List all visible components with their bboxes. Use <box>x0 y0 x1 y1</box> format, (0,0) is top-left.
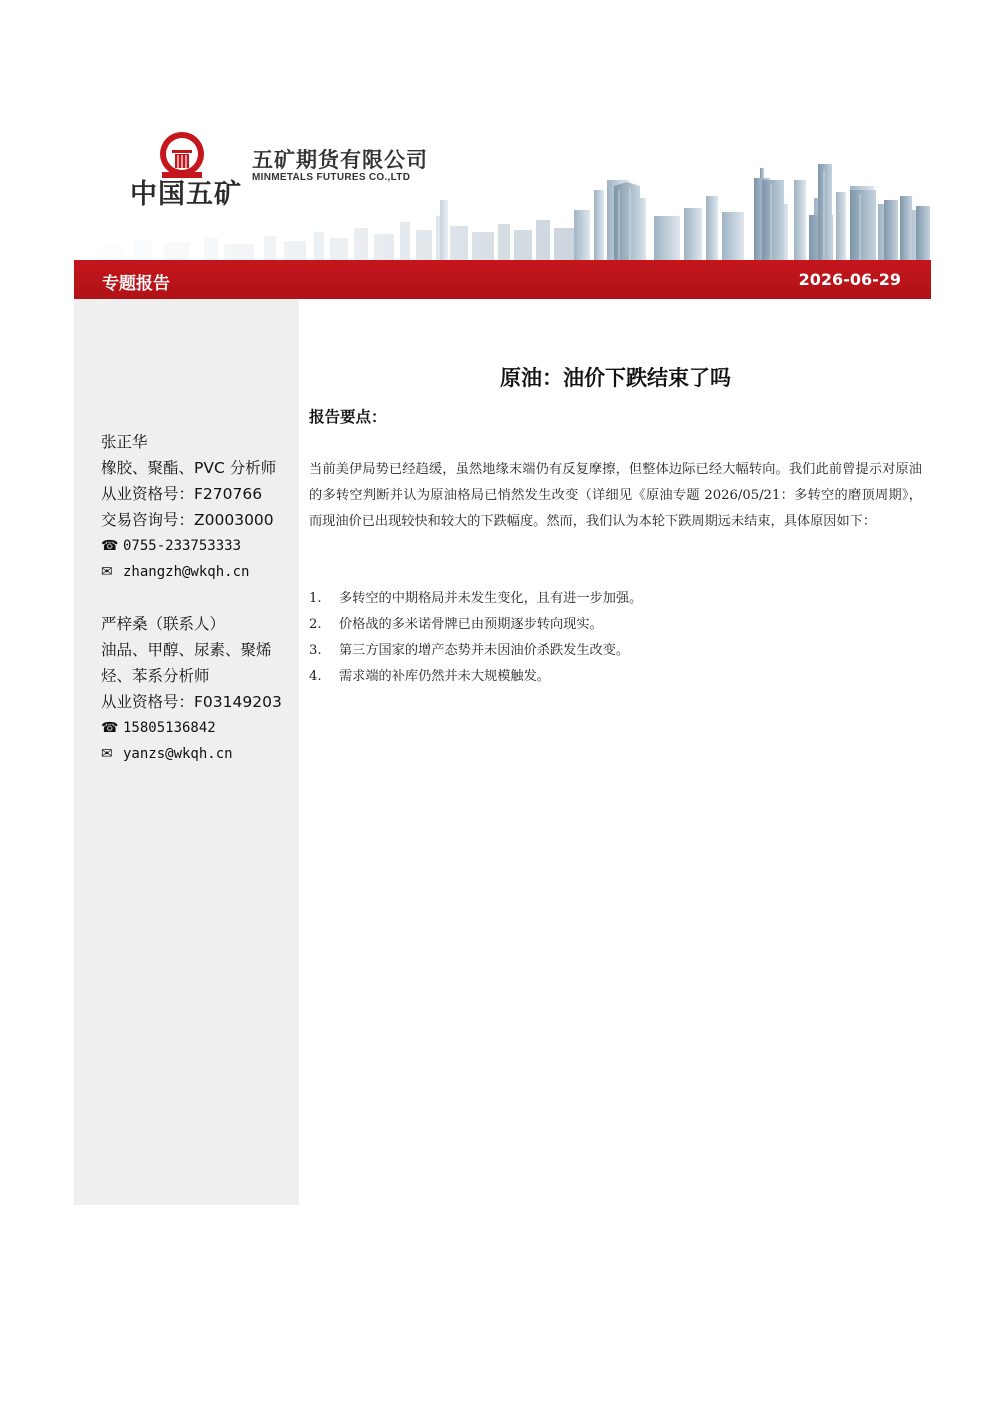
list-item-number: 4. <box>309 669 322 684</box>
author-email-row[interactable] <box>101 559 276 585</box>
author-phone: 0755-233753333 <box>123 538 242 554</box>
list-item-text: 需求端的补库仍然并未大规模触发。 <box>339 669 550 684</box>
report-date: 2026-06-29 <box>798 270 901 289</box>
report-type-bar <box>74 260 931 299</box>
author-email[interactable]: zhangzh@wkqh.cn <box>123 564 250 580</box>
report-title: 原油：油价下跌结束了吗 <box>500 366 731 390</box>
author-name: 张正华 <box>101 433 148 451</box>
phone-icon: ☎ <box>101 720 119 736</box>
list-item-text: 价格战的多米诺骨牌已由预期逐步转向现实。 <box>339 617 603 632</box>
envelope-icon: ✉ <box>101 564 113 580</box>
author-email[interactable]: yanzs@wkqh.cn <box>123 746 233 762</box>
author-card <box>101 429 276 585</box>
author-qualification: 从业资格号：F270766 <box>101 485 263 503</box>
author-sidebar <box>74 299 299 1205</box>
list-item-text: 第三方国家的增产态势并未因油价杀跌发生改变。 <box>339 643 630 658</box>
key-points-list <box>309 586 922 690</box>
list-item-text: 多转空的中期格局并未发生变化，且有进一步加强。 <box>339 591 643 606</box>
author-email-row[interactable] <box>101 741 282 767</box>
author-role-cont: 烃、苯系分析师 <box>101 667 210 685</box>
author-card <box>101 611 282 767</box>
list-item-number: 1. <box>309 591 322 606</box>
list-item <box>309 586 922 612</box>
author-phone: 15805136842 <box>123 720 216 736</box>
author-phone-row <box>101 533 276 559</box>
key-points-heading: 报告要点： <box>309 408 387 426</box>
report-header <box>74 120 931 260</box>
list-item <box>309 612 922 638</box>
company-name-en: MINMETALS FUTURES CO.,LTD <box>252 172 411 183</box>
list-item <box>309 664 922 690</box>
author-role: 橡胶、聚酯、PVC 分析师 <box>101 459 277 477</box>
author-role: 油品、甲醇、尿素、聚烯 <box>101 641 272 659</box>
list-item <box>309 638 922 664</box>
author-phone-row <box>101 715 282 741</box>
company-name-cn: 五矿期货有限公司 <box>252 148 428 172</box>
author-name: 严梓桑（联系人） <box>101 615 226 633</box>
author-qualification: 从业资格号：F03149203 <box>101 693 282 711</box>
envelope-icon: ✉ <box>101 746 113 762</box>
brand-logo-text: 中国五矿 <box>130 179 242 210</box>
summary-paragraph: 当前美伊局势已经趋缓，虽然地缘末端仍有反复摩擦，但整体边际已经大幅转向。我们此前曾提示对原油的多转空判断并认为原油格局已悄然发生改变（详细见《原油专题 2026/05/21：多转空的磨顶周期》，而现油价已出现较快和较大的下跌幅度。然而，我们认为本轮下跌周期远未结束，具体原因如下： <box>309 462 922 529</box>
author-consult-number: 交易咨询号：Z0003000 <box>101 511 274 529</box>
phone-icon: ☎ <box>101 538 119 554</box>
list-item-number: 3. <box>309 643 322 658</box>
report-type-label: 专题报告 <box>102 274 170 294</box>
list-item-number: 2. <box>309 617 322 632</box>
